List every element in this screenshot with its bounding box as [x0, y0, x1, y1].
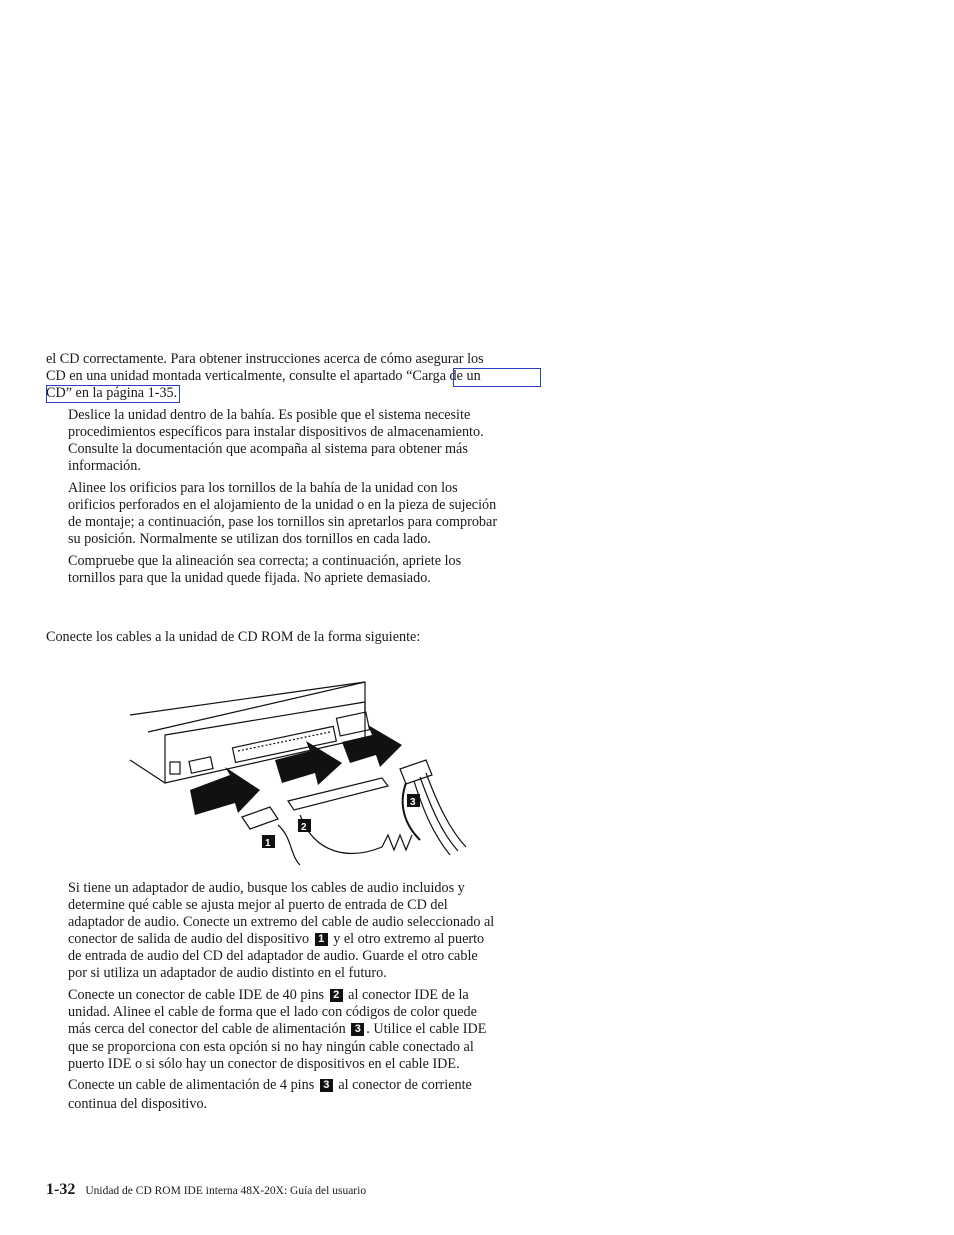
audio-cable-wire — [278, 825, 300, 865]
callout-3-badge-power: 3 — [320, 1079, 333, 1092]
arrow-audio — [190, 767, 260, 815]
step-align-line-2: orificios perforados en el alojamiento de la unidad o en la pieza de sujeción — [68, 497, 497, 513]
page-footer — [46, 1181, 366, 1199]
arrow-power — [342, 725, 402, 767]
step-audio-line-3: adaptador de audio. Conecte un extremo del cable de audio seleccionado al — [68, 914, 495, 930]
intro-line-2-text: CD en una unidad montada verticalmente, consulte el apartado — [46, 368, 407, 384]
callout-2-badge: 2 — [330, 989, 343, 1002]
step-slide-line-1: Deslice la unidad dentro de la bahía. Es posible que el sistema necesite — [68, 407, 471, 423]
ide-cable-ribbon — [300, 815, 412, 853]
callout-1-badge: 1 — [315, 933, 328, 946]
arrow-ide — [275, 741, 342, 785]
audio-out-connector — [189, 757, 213, 773]
step-slide-line-3: Consulte la documentación que acompaña al sistema para obtener más — [68, 441, 468, 457]
footer-title: Unidad de CD ROM IDE interna 48X-20X: Guía del usuario — [85, 1185, 367, 1197]
step-audio-line-4-pre: conector de salida de audio del dispositivo — [68, 931, 310, 947]
step-power-line-1-pre: Conecte un cable de alimentación de 4 pins — [68, 1077, 315, 1093]
cross-reference-link-part-1[interactable]: “Carga de un — [406, 368, 481, 384]
step-tighten-line-1: Compruebe que la alineación sea correcta; a continuación, apriete los — [68, 553, 462, 569]
drive-back-panel — [165, 702, 365, 783]
drive-top-edge — [130, 682, 365, 715]
step-align-line-4: su posición. Normalmente se utilizan dos tornillos en cada lado. — [68, 531, 431, 547]
step-slide-line-2: procedimientos específicos para instalar dispositivos de almacenamiento. — [68, 424, 484, 440]
step-tighten-line-2: tornillos para que la unidad quede fijada. No apriete demasiado. — [68, 570, 431, 586]
step-power-line-1 — [68, 1077, 472, 1094]
intro-line-1: el CD correctamente. Para obtener instrucciones acerca de cómo asegurar los — [46, 351, 484, 367]
step-ide-line-5: puerto IDE o si sólo hay un conector de dispositivos en el cable IDE. — [68, 1056, 460, 1072]
step-audio-line-4-post: y el otro extremo al puerto — [333, 931, 485, 947]
step-ide-line-3 — [68, 1021, 486, 1038]
step-ide-line-1-pre: Conecte un conector de cable IDE de 40 pins — [68, 987, 325, 1003]
step-power-line-2: continua del dispositivo. — [68, 1096, 208, 1112]
ide-cable-connector — [288, 778, 388, 810]
step-power-line-1-post: al conector de corriente — [338, 1077, 472, 1093]
callout-3-badge: 3 — [351, 1023, 364, 1036]
cable-connection-diagram — [120, 655, 480, 870]
callout-1-label: 1 — [265, 838, 271, 849]
power-cable-plug — [400, 760, 432, 784]
step-ide-line-2: unidad. Alinee el cable de forma que el lado con códigos de color quede — [68, 1004, 477, 1020]
step-slide-line-4: información. — [68, 458, 141, 474]
callout-2-label: 2 — [301, 822, 307, 833]
step-audio-line-5: de entrada de audio del CD del adaptador de audio. Guarde el otro cable — [68, 948, 478, 964]
step-audio-line-4 — [68, 931, 484, 948]
step-align-line-3: de montaje; a continuación, pase los tornillos sin apretarlos para comprobar — [68, 514, 498, 530]
step-audio-line-2: determine qué cable se ajusta mejor al puerto de entrada de CD del — [68, 897, 448, 913]
step-ide-line-1 — [68, 987, 469, 1004]
audio-cable-plug — [242, 807, 278, 829]
intro-line-2 — [46, 368, 481, 385]
step-ide-line-3-pre: más cerca del conector del cable de alimentación — [68, 1021, 346, 1037]
step-ide-line-1-post: al conector IDE de la — [348, 987, 469, 1003]
callout-3-label: 3 — [410, 797, 416, 808]
drive-left-side — [130, 760, 165, 783]
step-ide-line-4: que se proporciona con esta opción si no hay ningún cable conectado al — [68, 1039, 474, 1055]
power-cable-wires — [414, 773, 466, 855]
cross-reference-link-part-2[interactable]: CD” en la página 1-35 — [46, 385, 174, 401]
cables-intro: Conecte los cables a la unidad de CD ROM de la forma siguiente: — [46, 629, 421, 645]
step-align-line-1: Alinee los orificios para los tornillos de la bahía de la unidad con los — [68, 480, 458, 496]
intro-line-3 — [46, 385, 177, 402]
step-ide-line-3-post: . Utilice el cable IDE — [366, 1021, 487, 1037]
audio-jack — [170, 762, 180, 774]
step-audio-line-1: Si tiene un adaptador de audio, busque los cables de audio incluidos y — [68, 880, 465, 896]
intro-line-3-period: . — [173, 385, 178, 401]
page-number: 1-32 — [46, 1181, 76, 1198]
step-audio-line-6: por si utiliza un adaptador de audio distinto en el futuro. — [68, 965, 387, 981]
